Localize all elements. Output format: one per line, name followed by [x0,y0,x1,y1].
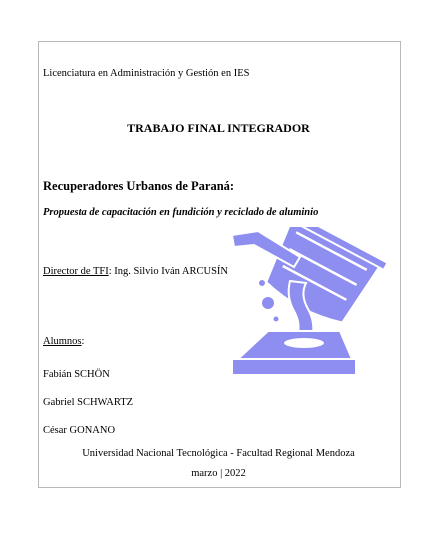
program-name: Licenciatura en Administración y Gestión en IES [43,68,250,79]
subject-heading: Recuperadores Urbanos de Paraná: [43,179,235,193]
student-name: Fabián SCHÖN [43,369,110,380]
students-heading [43,336,84,347]
student-name: Gabriel SCHWARTZ [43,397,134,408]
document-date: marzo | 2022 [191,468,246,479]
director-label: Director de TFI [43,266,109,277]
director-separator: : [108,266,112,277]
proposal-subtitle: Propuesta de capacitación en fundición y reciclado de aluminio [43,207,319,218]
document-title: TRABAJO FINAL INTEGRADOR [127,121,310,135]
director-line [43,266,228,277]
students-label: Alumnos [43,336,82,347]
aluminium-casting-icon [228,227,388,389]
director-name: Ing. Silvio Iván ARCUSÍN [111,266,229,277]
institution-name: Universidad Nacional Tecnológica - Facultad Regional Mendoza [82,448,355,459]
students-separator: : [81,336,85,347]
student-name: César GONANO [43,425,116,436]
